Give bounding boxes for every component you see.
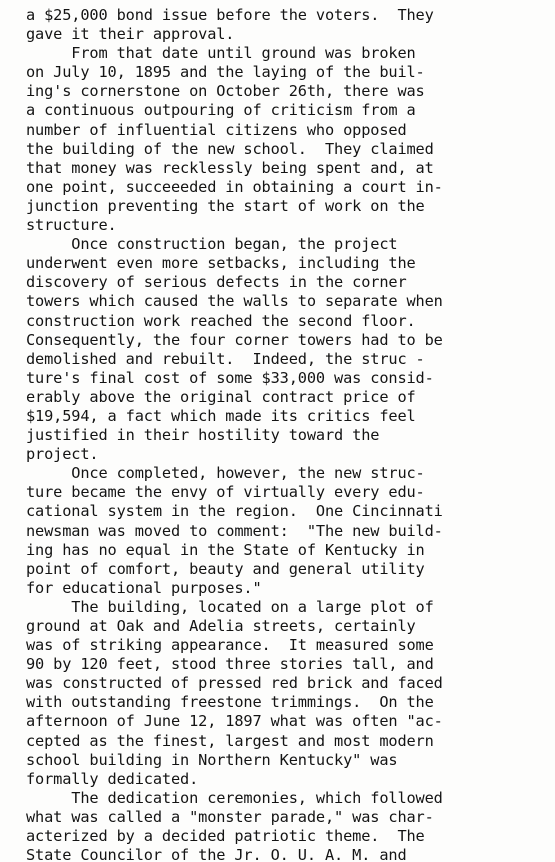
text-line: cepted as the finest, largest and most modern (26, 731, 434, 750)
text-line: school building in Northern Kentucky" was (26, 750, 398, 769)
text-line: underwent even more setbacks, including the (26, 254, 416, 273)
text-line: ing has no equal in the State of Kentucky in (26, 540, 425, 559)
text-line: towers which caused the walls to separate when (26, 292, 443, 311)
text-line: acterized by a decided patriotic theme. The (26, 827, 425, 846)
text-line: ground at Oak and Adelia streets, certainly (26, 617, 416, 635)
text-line: discovery of serious defects in the corner (26, 273, 407, 292)
text-line: erably above the original contract price of (26, 387, 416, 406)
text-line: ing's cornerstone on October 26th, there was (26, 82, 425, 101)
text-line: Once completed, however, the new struc- (26, 464, 425, 483)
text-line: on July 10, 1895 and the laying of the buil- (26, 63, 425, 82)
text-line: structure. (26, 216, 117, 235)
text-line: construction work reached the second floor. (26, 311, 416, 330)
text-line: formally dedicated. (26, 769, 199, 788)
text-line: that money was recklessly being spent and, at (26, 158, 434, 177)
text-line: point of comfort, beauty and general utility (26, 559, 425, 578)
text-line: was constructed of pressed red brick and faced (26, 674, 443, 693)
text-line: ture's final cost of some $33,000 was consid- (26, 368, 434, 387)
text-line: Consequently, the four corner towers had to be (26, 330, 443, 349)
text-line: one point, succeeeded in obtaining a court in- (26, 177, 443, 196)
text-line: with outstanding freestone trimmings. On the (26, 693, 434, 712)
text-line: the building of the new school. They claimed (26, 139, 434, 158)
text-line: afternoon of June 12, 1897 what was often "ac- (26, 712, 443, 731)
text-line: State Councilor of the Jr. O. U. A. M. and (26, 846, 407, 862)
text-line: Once construction began, the project (26, 235, 398, 254)
text-line: ture became the envy of virtually every edu- (26, 483, 425, 502)
text-line: junction preventing the start of work on the (26, 196, 425, 215)
text-line: newsman was moved to comment: "The new build- (26, 521, 443, 540)
text-line: for educational purposes." (26, 578, 262, 597)
text-line: project. (26, 445, 99, 464)
text-line: The building, located on a large plot of (26, 597, 434, 616)
text-line: $19,594, a fact which made its critics feel (26, 406, 416, 425)
text-line: cational system in the region. One Cincinnati (26, 502, 443, 521)
text-line: gave it their approval. (26, 25, 235, 44)
text-line: a continuous outpouring of criticism from a (26, 101, 416, 120)
text-line: what was called a "monster parade," was char- (26, 807, 434, 826)
text-line: justified in their hostility toward the (26, 426, 380, 445)
text-line: was of striking appearance. It measured some (26, 636, 434, 655)
text-line: number of influential citizens who opposed (26, 120, 407, 139)
text-line: demolished and rebuilt. Indeed, the struc - (26, 349, 425, 368)
text-line: 90 by 120 feet, stood three stories tall, and (26, 655, 434, 674)
text-line: The dedication ceremonies, which followed (26, 788, 443, 807)
text-line: a $25,000 bond issue before the voters. They (26, 6, 434, 24)
body-text (26, 6, 551, 862)
text-line: From that date until ground was broken (26, 44, 416, 63)
